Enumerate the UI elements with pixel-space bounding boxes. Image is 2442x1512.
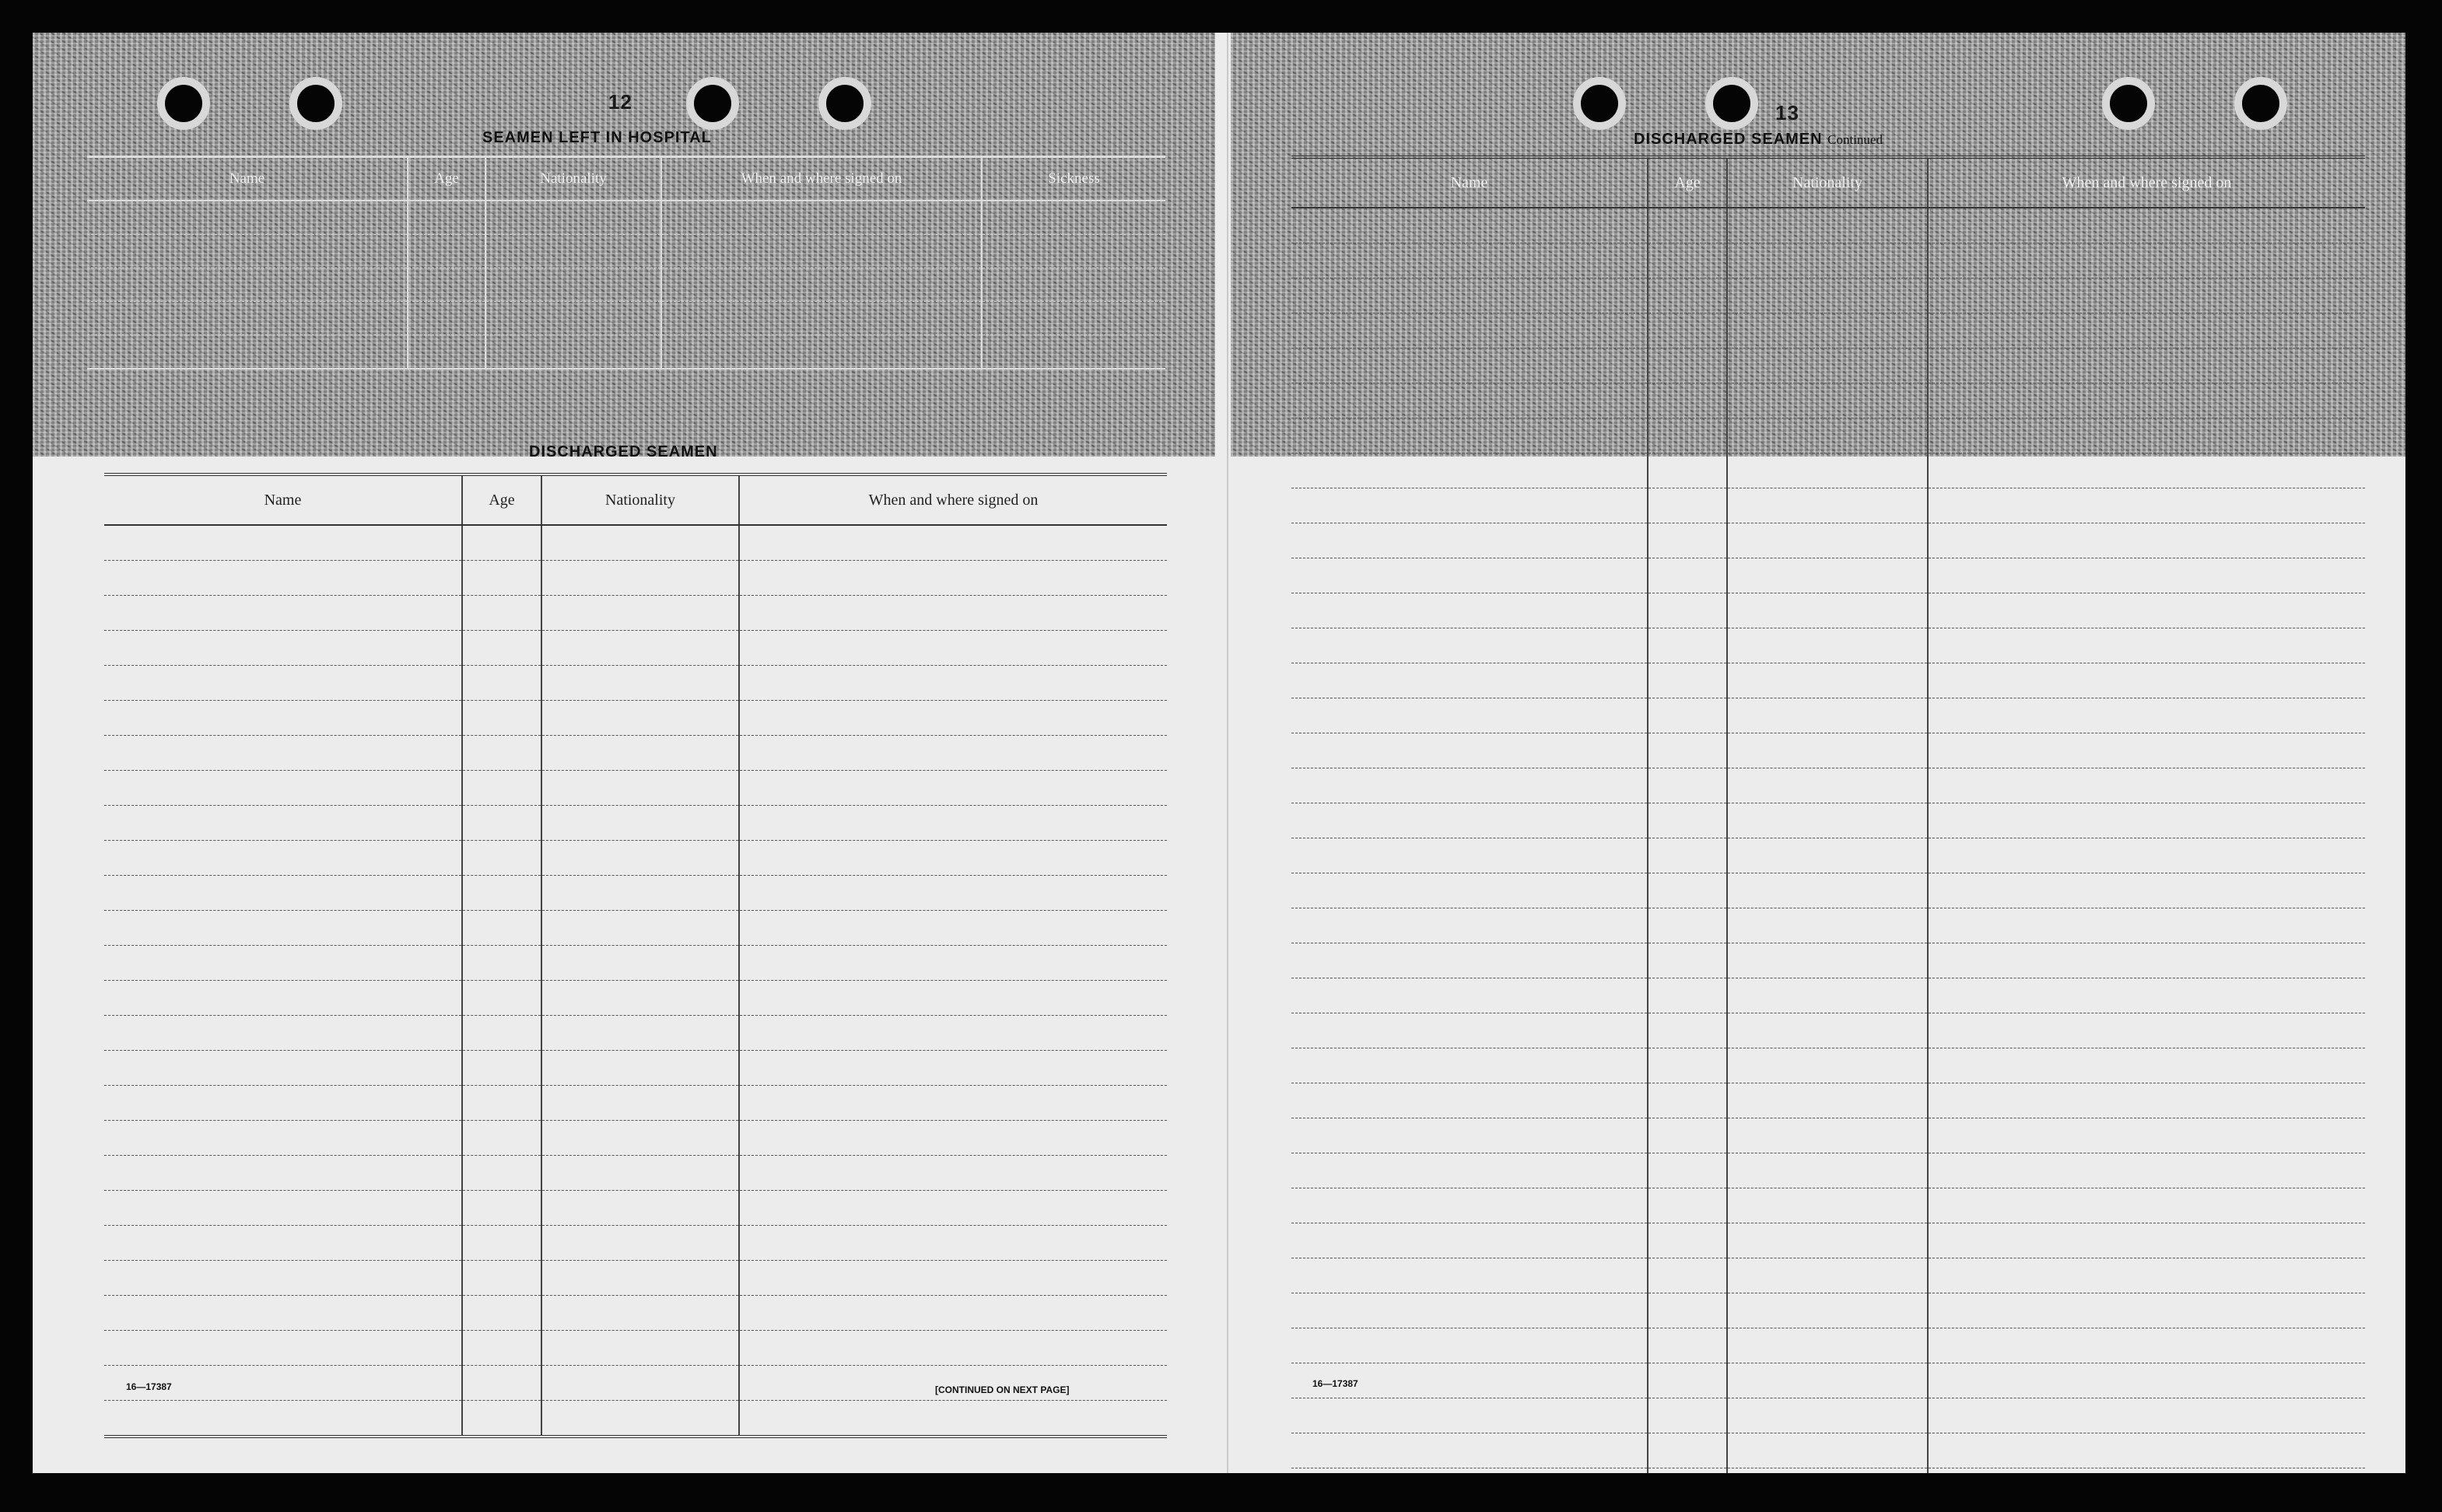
table-row: [1291, 1223, 2365, 1258]
discharged-title-text: DISCHARGED SEAMEN: [1634, 131, 1823, 148]
table-row: [104, 1296, 1167, 1331]
table-row: [1291, 418, 2365, 453]
table-row: [104, 1191, 1167, 1226]
column-header-nationality: Nationality: [1727, 157, 1928, 208]
table-row: [1291, 628, 2365, 663]
column-header-signed-on: When and where signed on: [661, 157, 982, 201]
page-number-left: 12: [608, 90, 632, 114]
column-header-sickness: Sickness: [982, 157, 1165, 201]
page-number-right: 13: [1775, 101, 1799, 124]
table-row: [1291, 873, 2365, 908]
discharged-section-title-left: DISCHARGED SEAMEN: [529, 443, 718, 460]
table-row: [104, 736, 1167, 771]
column-header-age: Age: [1648, 157, 1727, 208]
hospital-section-title: SEAMEN LEFT IN HOSPITAL: [482, 129, 712, 146]
table-row: [104, 1226, 1167, 1261]
column-header-name: Name: [104, 474, 462, 525]
table-row: [104, 1331, 1167, 1366]
table-row: [1291, 1293, 2365, 1328]
table-row: [104, 771, 1167, 806]
table-row: [1291, 1048, 2365, 1083]
binder-hole: [1705, 77, 1758, 130]
table-row: [1291, 1013, 2365, 1048]
table-row: [1291, 698, 2365, 733]
table-row: [1291, 558, 2365, 593]
table-row: [1291, 348, 2365, 383]
hospital-table: [87, 156, 1165, 369]
table-row: [1291, 313, 2365, 348]
table-row: [1291, 208, 2365, 243]
table-row: [1291, 1083, 2365, 1118]
discharged-section-title-right: [1634, 131, 1883, 149]
table-row: [104, 631, 1167, 666]
binder-hole: [289, 77, 342, 130]
binder-hole: [818, 77, 871, 130]
table-row: [87, 201, 1165, 235]
table-row: [87, 335, 1165, 369]
table-row: [104, 666, 1167, 701]
table-row: [1291, 523, 2365, 558]
table-row: [1291, 1328, 2365, 1363]
table-row: [1291, 1363, 2365, 1398]
center-fold: [1227, 33, 1228, 1473]
table-row: [1291, 1398, 2365, 1433]
table-row: [1291, 383, 2365, 418]
column-header-nationality: Nationality: [541, 474, 739, 525]
binder-hole: [157, 77, 210, 130]
table-row: [1291, 1153, 2365, 1188]
continued-note: [CONTINUED ON NEXT PAGE]: [935, 1384, 1070, 1395]
table-row: [104, 1016, 1167, 1051]
table-row: [1291, 453, 2365, 488]
table-row: [104, 911, 1167, 946]
column-header-name: Name: [1291, 157, 1648, 208]
table-row: [104, 806, 1167, 841]
table-row: [1291, 1433, 2365, 1468]
table-row: [104, 525, 1167, 561]
binder-hole: [686, 77, 739, 130]
form-number-left: 16—17387: [126, 1381, 172, 1392]
table-row: [104, 1401, 1167, 1437]
table-row: [1291, 663, 2365, 698]
table-row: [1291, 1118, 2365, 1153]
table-row: [104, 596, 1167, 631]
table-row: [104, 1156, 1167, 1191]
table-row: [1291, 243, 2365, 278]
column-header-signed-on: When and where signed on: [739, 474, 1167, 525]
column-header-age: Age: [462, 474, 541, 525]
table-row: [104, 701, 1167, 736]
table-row: [104, 876, 1167, 911]
table-row: [104, 1086, 1167, 1121]
ledger-sheet: [33, 33, 2405, 1473]
binder-hole: [2234, 77, 2287, 130]
continued-label: Continued: [1827, 132, 1883, 147]
table-row: [104, 946, 1167, 981]
form-number-right: 16—17387: [1312, 1378, 1358, 1389]
column-header-age: Age: [408, 157, 485, 201]
discharged-table-left: [104, 473, 1167, 1438]
table-row: [104, 1121, 1167, 1156]
table-row: [87, 302, 1165, 335]
column-header-nationality: Nationality: [485, 157, 661, 201]
discharged-table-right: [1291, 156, 2365, 1473]
table-row: [104, 841, 1167, 876]
table-row: [104, 981, 1167, 1016]
table-row: [1291, 978, 2365, 1013]
table-row: [1291, 488, 2365, 523]
table-row: [1291, 768, 2365, 803]
table-row: [87, 268, 1165, 302]
table-row: [1291, 278, 2365, 313]
table-row: [87, 235, 1165, 268]
table-row: [1291, 1468, 2365, 1474]
table-row: [1291, 838, 2365, 873]
binder-hole: [1573, 77, 1626, 130]
table-row: [1291, 1258, 2365, 1293]
column-header-signed-on: When and where signed on: [1928, 157, 2365, 208]
binder-hole: [2102, 77, 2155, 130]
table-row: [1291, 803, 2365, 838]
column-header-name: Name: [87, 157, 408, 201]
table-row: [104, 1051, 1167, 1086]
table-row: [104, 561, 1167, 596]
table-row: [1291, 593, 2365, 628]
table-row: [1291, 1188, 2365, 1223]
table-row: [1291, 943, 2365, 978]
table-row: [104, 1261, 1167, 1296]
table-row: [1291, 908, 2365, 943]
table-row: [1291, 733, 2365, 768]
